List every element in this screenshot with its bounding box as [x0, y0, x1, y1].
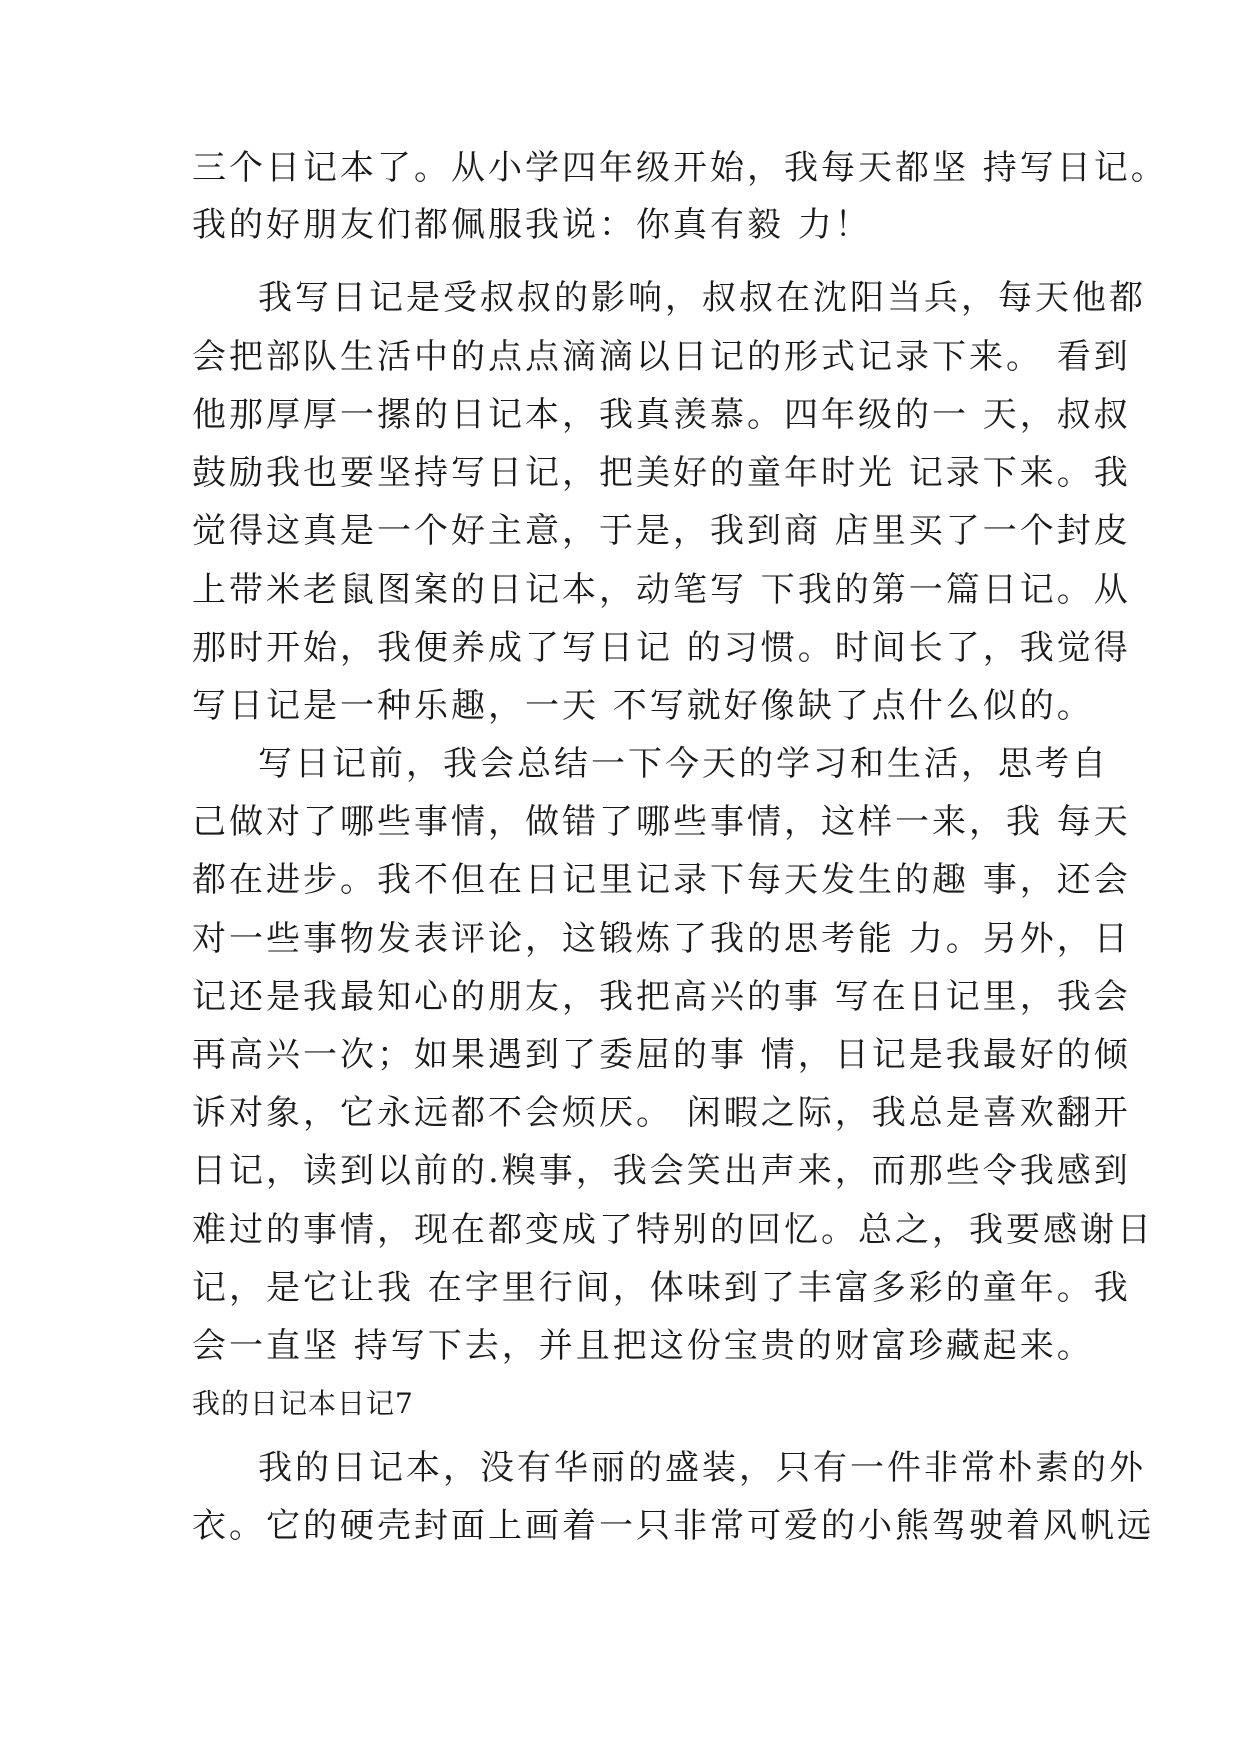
- text-line: 鼓励我也要坚持写日记，把美好的童年时光 记录下来。我: [192, 453, 1131, 493]
- text-line: 对一些事物发表评论，这锻炼了我的思考能 力。另外，日: [192, 919, 1131, 959]
- text-line: 写日记是一种乐趣，一天 不写就好像缺了点什么似的。: [192, 686, 1094, 726]
- text-line: 会把部队生活中的点点滴滴以日记的形式记录下来。 看到: [192, 337, 1131, 377]
- text-line: 上带米老鼠图案的日记本，动笔写 下我的第一篇日记。从: [192, 570, 1131, 610]
- text-line: 他那厚厚一摞的日记本，我真羡慕。四年级的一 天，叔叔: [192, 395, 1131, 435]
- paragraph-first-line: 我的日记本，没有华丽的盛装，只有一件非常朴素的外: [258, 1448, 1146, 1488]
- section-heading: 我的日记本日记7: [192, 1387, 414, 1420]
- text-line: 三个日记本了。从小学四年级开始，我每天都坚 持写日记。: [192, 148, 1168, 188]
- paragraph-first-line: 我写日记是受叔叔的影响，叔叔在沈阳当兵，每天他都: [258, 278, 1146, 318]
- text-line: 记，是它让我 在字里行间，体味到了丰富多彩的童年。我: [192, 1268, 1131, 1308]
- text-line: 记还是我最知心的朋友，我把高兴的事 写在日记里，我会: [192, 977, 1131, 1017]
- text-line: 再高兴一次；如果遇到了委屈的事 情，日记是我最好的倾: [192, 1035, 1131, 1075]
- text-line: 难过的事情，现在都变成了特别的回忆。总之，我要感谢日: [192, 1210, 1154, 1250]
- text-line: 我的好朋友们都佩服我说：你真有毅 力！: [192, 205, 872, 245]
- text-line: 日记，读到以前的.糗事，我会笑出声来，而那些令我感到: [192, 1151, 1131, 1191]
- text-line: 诉对象，它永远都不会烦厌。 闲暇之际，我总是喜欢翻开: [192, 1093, 1131, 1133]
- text-line: 觉得这真是一个好主意，于是，我到商 店里买了一个封皮: [192, 511, 1131, 551]
- text-line: 都在进步。我不但在日记里记录下每天发生的趣 事，还会: [192, 860, 1131, 900]
- text-line: 那时开始，我便养成了写日记 的习惯。时间长了，我觉得: [192, 628, 1131, 668]
- paragraph-first-line: 写日记前，我会总结一下今天的学习和生活，思考自: [258, 744, 1109, 784]
- text-line: 衣。它的硬壳封面上画着一只非常可爱的小熊驾驶着风帆远: [192, 1506, 1154, 1546]
- text-line: 己做对了哪些事情，做错了哪些事情，这样一来，我 每天: [192, 802, 1131, 842]
- text-line: 会一直坚 持写下去，并且把这份宝贵的财富珍藏起来。: [192, 1326, 1094, 1366]
